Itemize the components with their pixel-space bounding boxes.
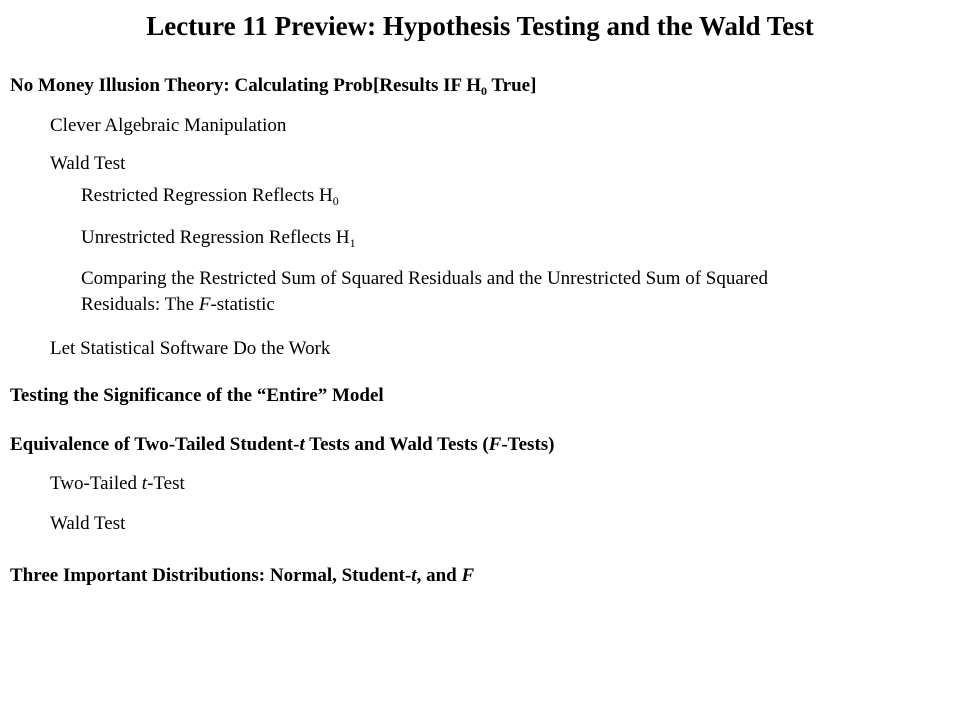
subscript: 0 [332,194,339,208]
item-clever-algebraic-manipulation: Clever Algebraic Manipulation [50,115,287,136]
heading-three-distributions [10,564,474,588]
item-statistical-software: Let Statistical Software Do the Work [50,338,331,359]
heading-text: , and [416,565,462,586]
subitem-text: Residuals: The [81,294,199,315]
subitem-restricted-regression [81,184,339,208]
heading-text: Tests and Wald Tests ( [304,434,489,455]
italic-text: F [461,565,475,586]
heading-no-money-illusion [10,74,536,98]
heading-equivalence [10,433,555,457]
item-two-tailed-t-test [50,472,185,496]
subitem-text: Unrestricted Regression Reflects H [81,227,350,248]
italic-text: t [141,473,148,494]
subscript: 1 [349,236,356,250]
heading-text: Three Important Distributions: Normal, Student- [10,565,412,586]
slide-title: Lecture 11 Preview: Hypothesis Testing and the Wald Test [146,11,814,41]
heading-text: Equivalence of Two-Tailed Student- [10,434,300,455]
subitem-text: -statistic [210,294,275,315]
subitem-text: Restricted Regression Reflects H [81,185,333,206]
subscript: 0 [480,84,487,98]
item-wald-test: Wald Test [50,153,126,174]
heading-text: No Money Illusion Theory: Calculating Prob[Results IF H [10,75,481,96]
heading-text: -Tests) [501,434,555,455]
item-wald-test-2: Wald Test [50,513,126,534]
subitem-comparing-line-1: Comparing the Restricted Sum of Squared Residuals and the Unrestricted Sum of Squared [81,268,769,289]
heading-entire-model: Testing the Significance of the “Entire” Model [10,385,384,406]
item-text: -Test [147,473,185,494]
italic-text: t [299,434,305,455]
heading-text: True] [486,75,537,96]
subitem-comparing-line-2 [81,293,275,317]
italic-text: F [198,294,211,315]
subitem-unrestricted-regression [81,226,356,250]
item-text: Two-Tailed [50,473,142,494]
italic-text: F [488,434,502,455]
italic-text: t [411,565,417,586]
